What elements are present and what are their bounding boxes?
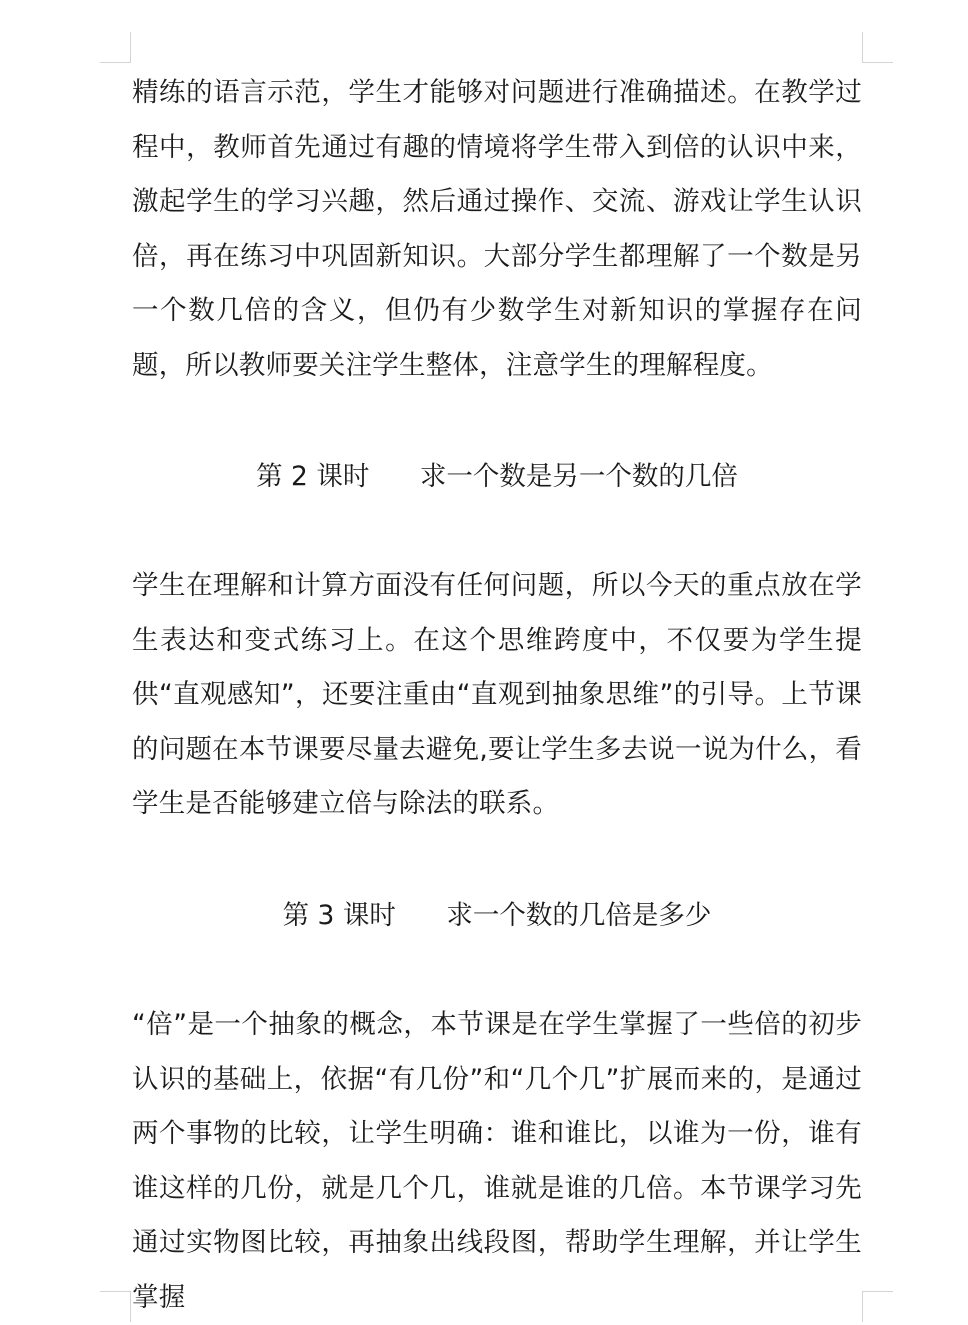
lesson-heading-3: 第 3 课时 求一个数的几倍是多少 xyxy=(282,900,712,931)
body-paragraph-2: 学生在理解和计算方面没有任何问题，所以今天的重点放在学生表达和变式练习上。在这个思维跨度中，不仅要为学生提供“直观感知”，还要注重由“直观到抽象思维”的引导。上节课的问题在本节课要尽量去避免,要让学生多去说一说为什么，看学生是否能够建立倍与除法的联系。 xyxy=(132,570,862,819)
page-corner-mark-top-left xyxy=(100,32,131,63)
page-corner-mark-bottom-left xyxy=(100,1291,131,1322)
body-paragraph-1: 精练的语言示范，学生才能够对问题进行准确描述。在教学过程中，教师首先通过有趣的情境将学生带入到倍的认识中来，激起学生的学习兴趣，然后通过操作、交流、游戏让学生认识倍，再在练习中巩固新知识。大部分学生都理解了一个数是另一个数几倍的含义，但仍有少数学生对新知识的掌握存在问题，所以教师要关注学生整体，注意学生的理解程度。 xyxy=(132,77,862,381)
lesson-heading-2: 第 2 课时 求一个数是另一个数的几倍 xyxy=(256,461,738,492)
page-corner-mark-top-right xyxy=(862,32,893,63)
body-paragraph-3: “倍”是一个抽象的概念，本节课是在学生掌握了一些倍的初步认识的基础上，依据“有几份”和“几个几”扩展而来的，是通过两个事物的比较，让学生明确：谁和谁比，以谁为一份，谁有谁这样的几份，就是几个几，谁就是谁的几倍。本节课学习先通过实物图比较，再抽象出线段图，帮助学生理解，并让学生掌握 xyxy=(132,1009,862,1313)
page-corner-mark-bottom-right xyxy=(862,1291,893,1322)
